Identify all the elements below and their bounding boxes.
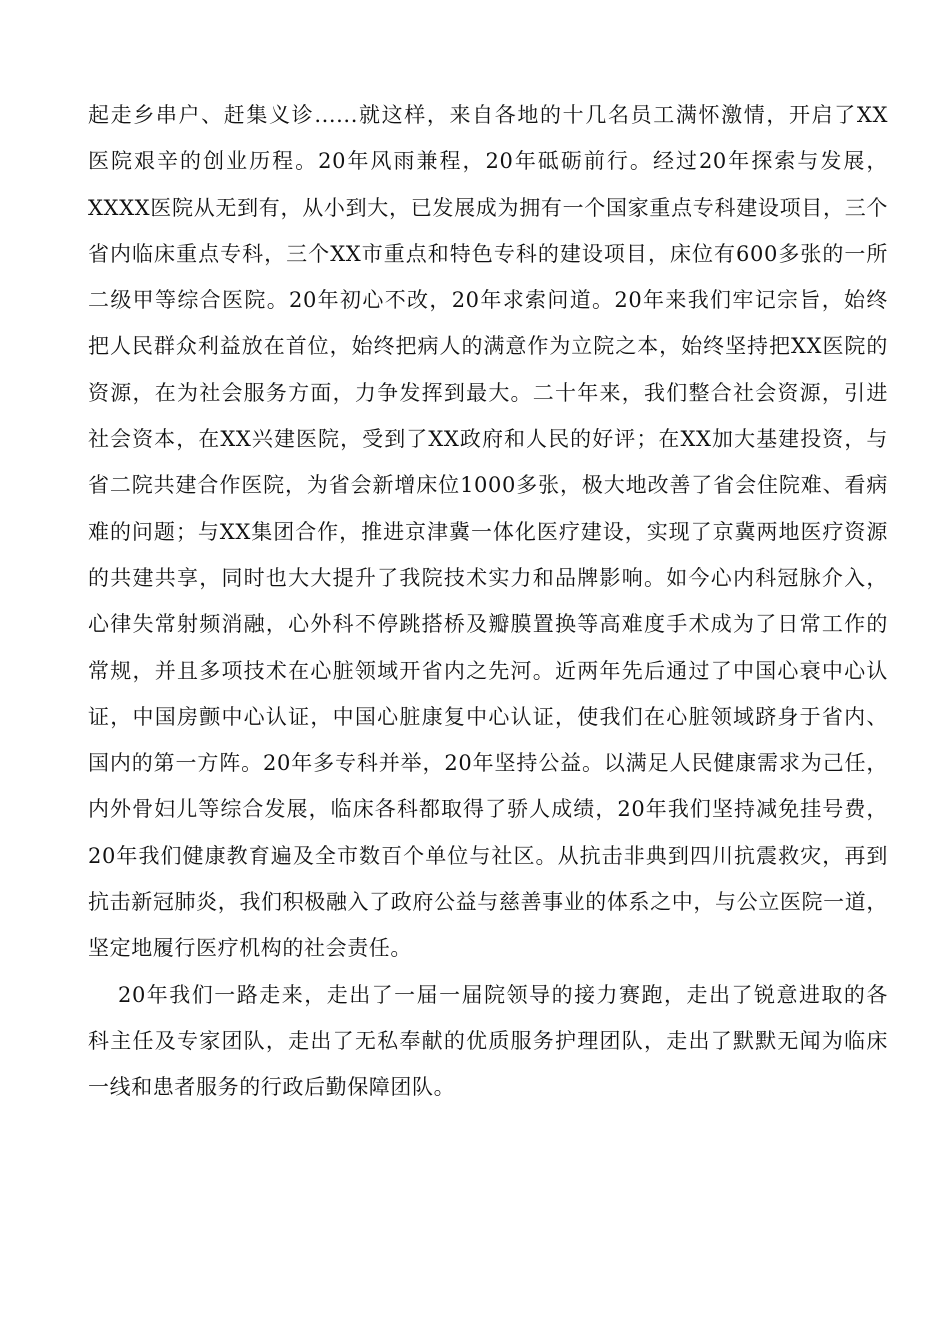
text-line: 二级甲等综合医院。20年初心不改，20年求索问道。20年来我们牢记宗旨，始终 — [88, 288, 888, 313]
text-line: 内外骨妇儿等综合发展，临床各科都取得了骄人成绩，20年我们坚持减免挂号费， — [88, 797, 888, 822]
text-line: 国内的第一方阵。20年多专科并举，20年坚持公益。以满足人民健康需求为己任， — [88, 751, 888, 776]
text-line: 省内临床重点专科，三个XX市重点和特色专科的建设项目，床位有600多张的一所 — [88, 241, 888, 266]
text-line: XXXX医院从无到有，从小到大，已发展成为拥有一个国家重点专科建设项目，三个 — [88, 195, 888, 220]
text-line: 资源，在为社会服务方面，力争发挥到最大。二十年来，我们整合社会资源，引进 — [88, 380, 888, 405]
text-line: 证，中国房颤中心认证，中国心脏康复中心认证，使我们在心脏领域跻身于省内、 — [88, 704, 888, 729]
paragraph-start-line: 20年我们一路走来，走出了一届一届院领导的接力赛跑，走出了锐意进取的各 — [118, 982, 888, 1007]
body-text — [88, 92, 888, 1111]
text-line: 科主任及专家团队，走出了无私奉献的优质服务护理团队，走出了默默无闻为临床 — [88, 1028, 888, 1053]
text-line: 一线和患者服务的行政后勤保障团队。 — [88, 1075, 456, 1100]
text-line: 医院艰辛的创业历程。20年风雨兼程，20年砥砺前行。经过20年探索与发展， — [88, 149, 888, 174]
text-line: 省二院共建合作医院，为省会新增床位1000多张，极大地改善了省会住院难、看病 — [88, 473, 888, 498]
text-line: 抗击新冠肺炎，我们积极融入了政府公益与慈善事业的体系之中，与公立医院一道， — [88, 890, 888, 915]
text-line: 社会资本，在XX兴建医院，受到了XX政府和人民的好评；在XX加大基建投资，与 — [88, 427, 888, 452]
text-line: 起走乡串户、赶集义诊......就这样，来自各地的十几名员工满怀激情，开启了XX — [88, 103, 888, 127]
text-line: 把人民群众利益放在首位，始终把病人的满意作为立院之本，始终坚持把XX医院的 — [88, 334, 888, 359]
text-line: 坚定地履行医疗机构的社会责任。 — [88, 936, 412, 961]
text-line: 常规，并且多项技术在心脏领域开省内之先河。近两年先后通过了中国心衰中心认 — [88, 658, 888, 683]
text-line: 20年我们健康教育遍及全市数百个单位与社区。从抗击非典到四川抗震救灾，再到 — [88, 843, 888, 868]
text-line: 的共建共享，同时也大大提升了我院技术实力和品牌影响。如今心内科冠脉介入， — [88, 565, 888, 590]
text-line: 难的问题；与XX集团合作，推进京津冀一体化医疗建设，实现了京冀两地医疗资源 — [88, 519, 888, 544]
text-line: 心律失常射频消融，心外科不停跳搭桥及瓣膜置换等高难度手术成为了日常工作的 — [88, 612, 888, 637]
